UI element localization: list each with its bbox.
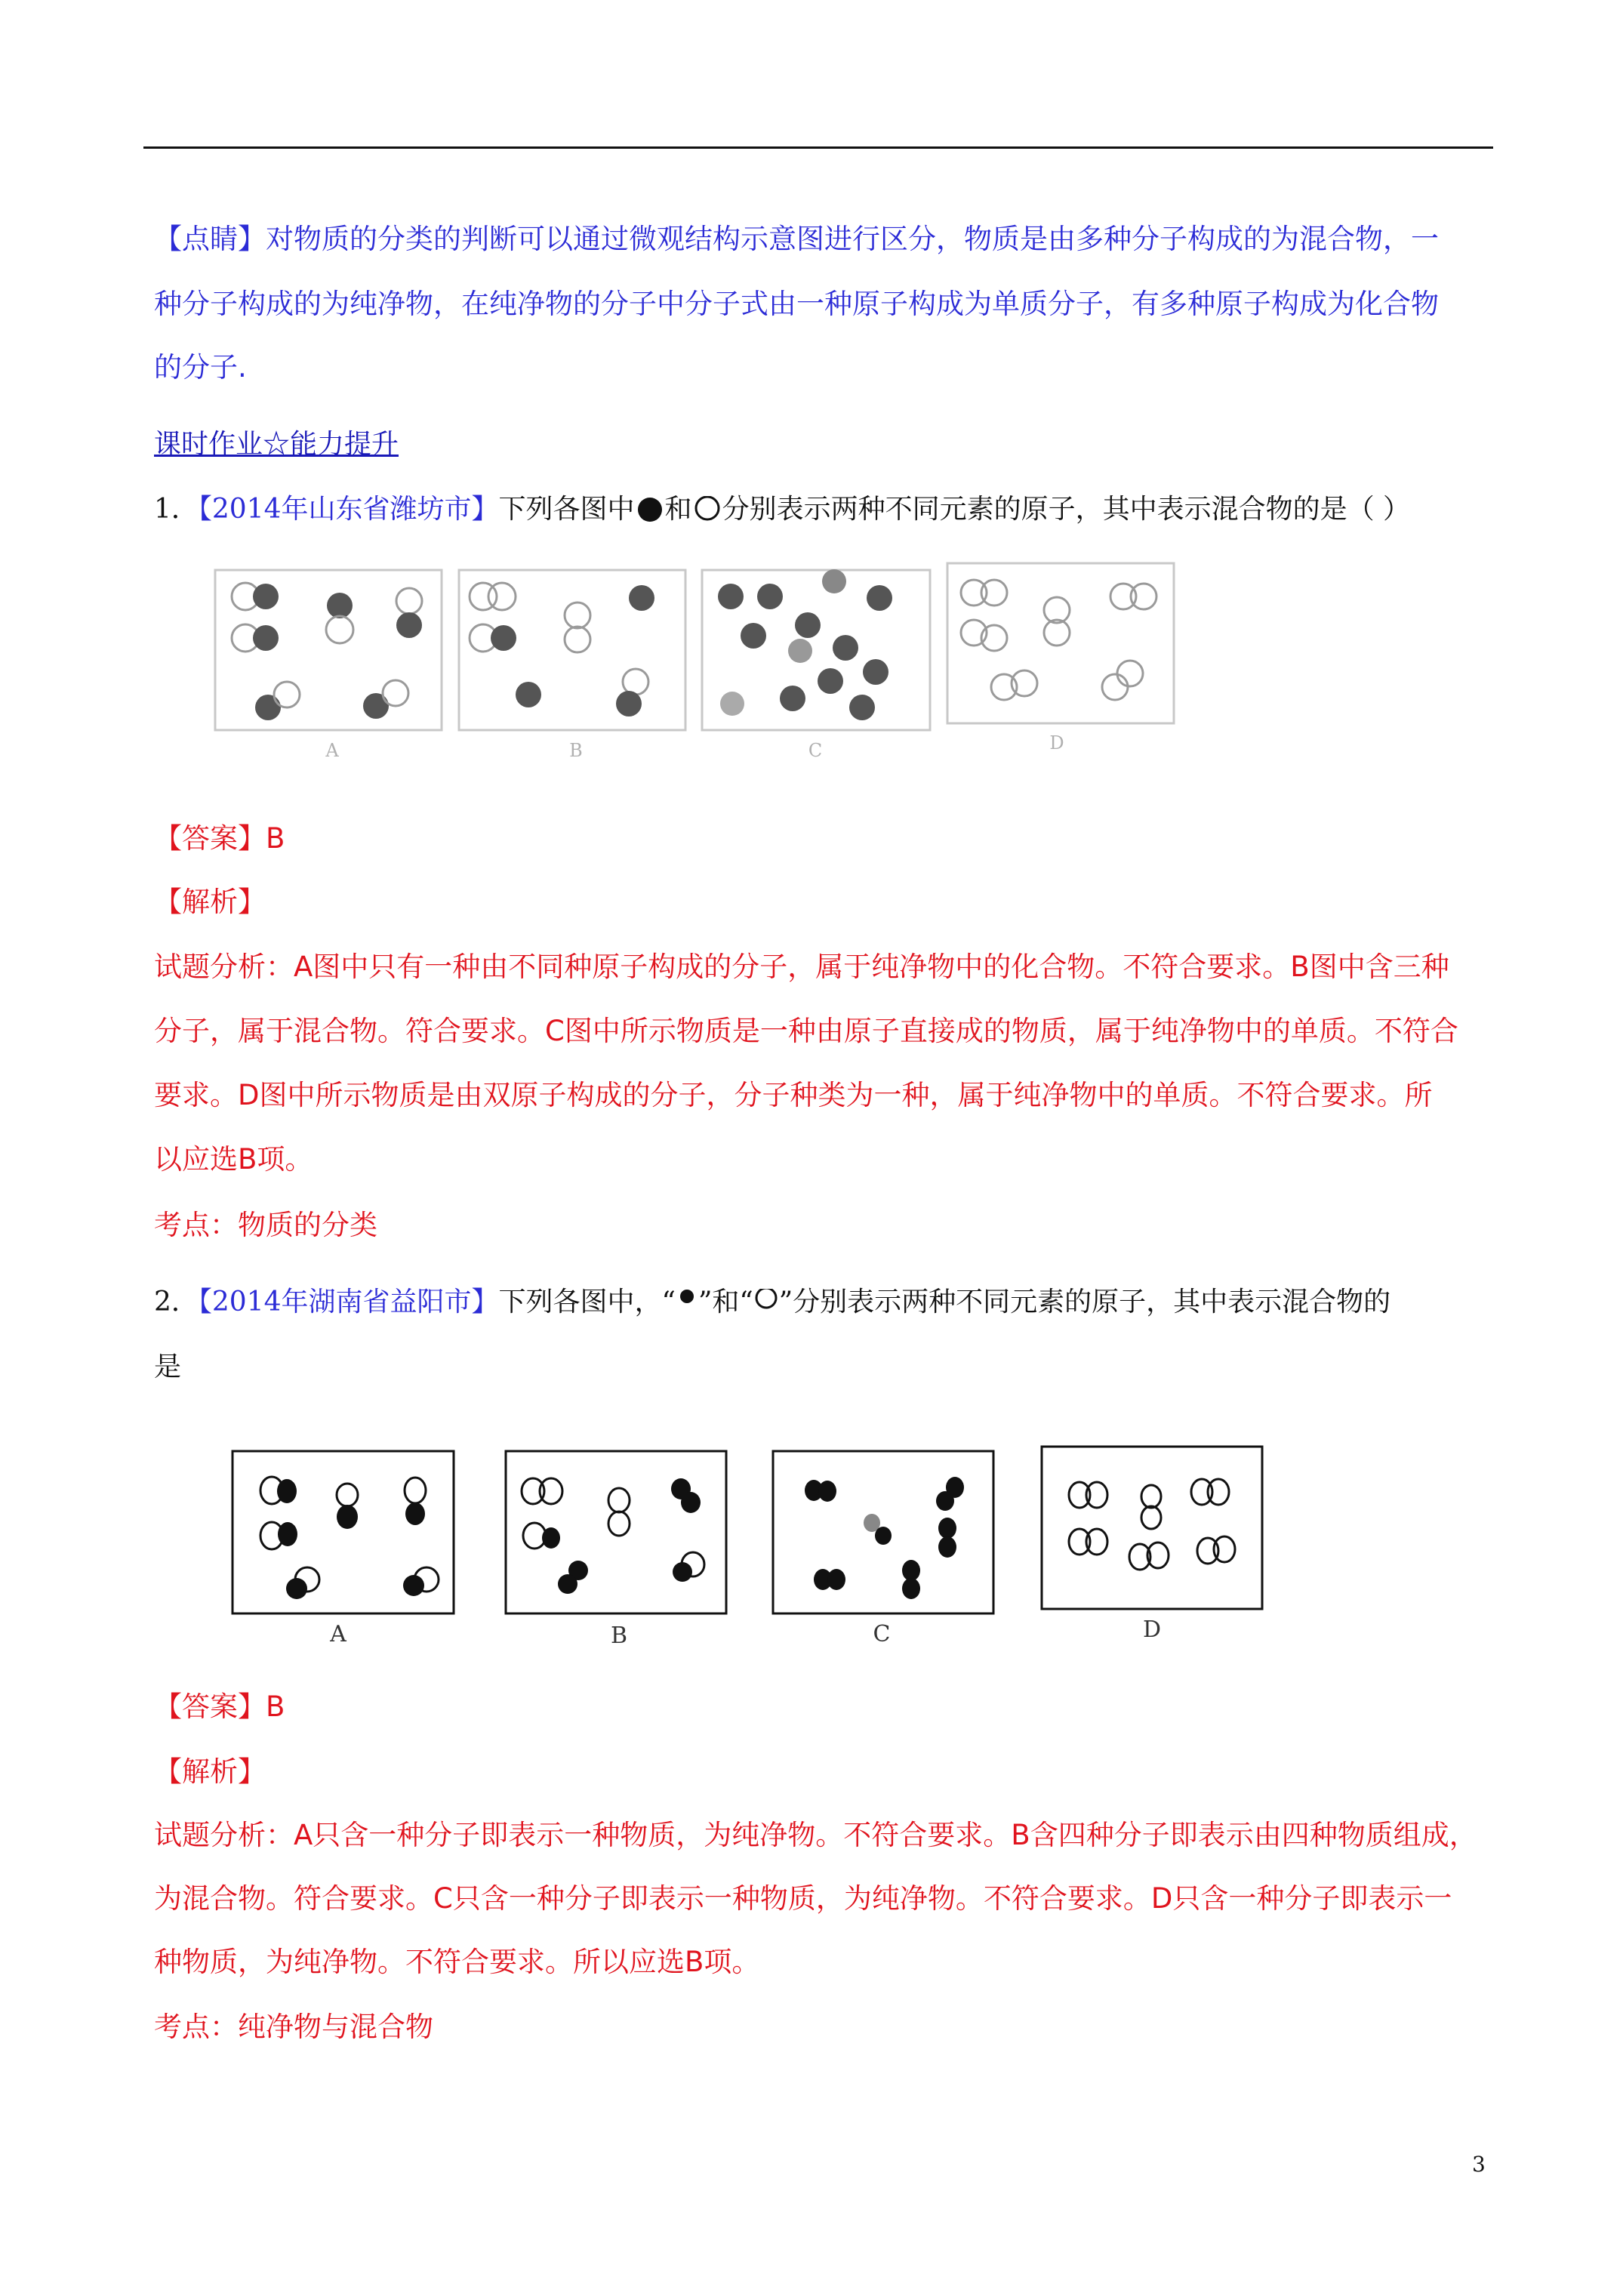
q2-answer: 【答案】B	[154, 1690, 285, 1723]
q2-box-c	[773, 1451, 993, 1613]
q1-label-d: D	[1049, 732, 1064, 754]
q2-label-a: A	[330, 1621, 346, 1647]
q2-text-c: ”分别表示两种不同元素的原子，其中表示混合物的	[778, 1287, 1391, 1318]
hollow-atom-icon	[753, 1289, 779, 1319]
q1-answer: 【答案】B	[154, 822, 285, 855]
q2-stem	[154, 1281, 1390, 1319]
q1-text-c: 分别表示两种不同元素的原子，其中表示混合物的是（ ）	[722, 494, 1411, 525]
q2-box-d	[1042, 1447, 1262, 1609]
q1-text-b: 和	[664, 494, 692, 525]
page-number: 3	[1472, 2152, 1486, 2177]
q1-analysis-line-4: 以应选B项。	[154, 1143, 313, 1176]
q2-text-b: ”和“	[698, 1287, 753, 1318]
tip-line-2: 种分子构成的为纯净物，在纯净物的分子中分子式由一种原子构成为单质分子，有多种原子构成为化合物	[154, 288, 1439, 320]
q1-box-a	[215, 570, 442, 730]
q2-source: 【2014年湖南省益阳市】	[198, 1287, 499, 1318]
q2-box-a	[233, 1451, 454, 1613]
tip-line-3: 的分子.	[154, 351, 247, 384]
q1-label-a: A	[325, 740, 339, 761]
q1-number: 1．	[154, 494, 199, 525]
q1-label-c: C	[808, 740, 823, 761]
q1-analysis-line-3: 要求。D图中所示物质是由双原子构成的分子，分子种类为一种，属于纯净物中的单质。不符合要求。所	[154, 1079, 1433, 1111]
header-rule	[143, 146, 1493, 149]
filled-atom-icon	[635, 496, 665, 526]
q2-number: 2．	[154, 1287, 199, 1318]
q2-label-c: C	[873, 1621, 891, 1647]
q1-box-c	[702, 569, 930, 730]
q1-stem	[154, 488, 1410, 526]
q1-analysis-title: 【解析】	[154, 886, 266, 918]
q2-label-d: D	[1142, 1616, 1162, 1643]
q2-analysis-title: 【解析】	[154, 1755, 266, 1788]
q1-source: 【2014年山东省潍坊市】	[198, 494, 499, 525]
q2-analysis-line-3: 种物质，为纯净物。不符合要求。所以应选B项。	[154, 1946, 760, 1978]
section-link[interactable]: 课时作业☆能力提升	[154, 429, 399, 460]
q2-text-a: 下列各图中，“	[498, 1287, 676, 1318]
q2-analysis-line-1: 试题分析：A只含一种分子即表示一种物质，为纯净物。不符合要求。B含四种分子即表示由四种物质组成，	[154, 1819, 1477, 1851]
filled-atom-icon	[676, 1289, 698, 1319]
q2-label-b: B	[610, 1623, 628, 1649]
q1-analysis-line-2: 分子，属于混合物。符合要求。C图中所示物质是一种由原子直接成的物质，属于纯净物中的单质。不符合	[154, 1015, 1458, 1047]
q1-label-b: B	[569, 740, 583, 761]
q1-figure	[211, 551, 1185, 778]
q1-point: 考点：物质的分类	[154, 1209, 377, 1241]
q2-analysis-line-2: 为混合物。符合要求。C只含一种分子即表示一种物质，为纯净物。不符合要求。D只含一种分子即表示一	[154, 1882, 1452, 1915]
q1-analysis-line-1: 试题分析：A图中只有一种由不同种原子构成的分子，属于纯净物中的化合物。不符合要求。B图中含三种	[154, 951, 1449, 983]
q2-figure	[226, 1444, 1276, 1655]
q2-stem-line-2: 是	[154, 1351, 182, 1382]
q1-box-d	[947, 563, 1174, 723]
q1-text-a: 下列各图中	[498, 494, 635, 525]
hollow-atom-icon	[692, 496, 722, 526]
q2-point: 考点：纯净物与混合物	[154, 2011, 433, 2043]
q1-box-b	[459, 570, 685, 730]
tip-line-1: 【点睛】对物质的分类的判断可以通过微观结构示意图进行区分，物质是由多种分子构成的为混合物，一	[154, 223, 1439, 255]
q2-box-b	[506, 1451, 726, 1613]
